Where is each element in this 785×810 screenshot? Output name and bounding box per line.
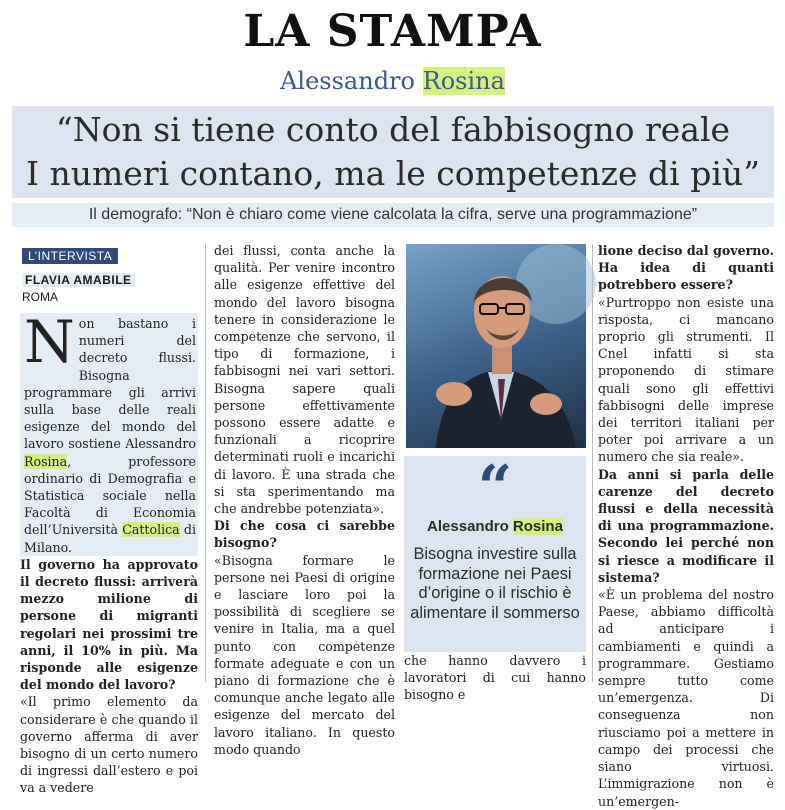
answer-2: «Bisogna formare le persone nei Paesi di origine e lasciare loro poi la possibilità di scegliere se venire in Italia, ma a quel punto con competenze formate adeguate e con un piano di formazione che è comunque anche legato alle esigenze del mercato del lavoro italiano. In questo modo quando <box>214 552 395 757</box>
intro-block <box>20 308 198 556</box>
intro-text-b: , professore ordinario di Demografia e Statistica sociale nella Facoltà di Economia dell’Università <box>24 453 196 538</box>
author-last-name: Rosina <box>422 67 505 95</box>
question-1: Il governo ha approvato il decreto flussi: arriverà mezzo milione di persone di migranti regolari nei prossimi tre anni, il 10% in più. Ma risponde alle esigenze del mondo del lavoro? <box>20 556 198 693</box>
article-column-4 <box>598 242 774 809</box>
drop-cap: N <box>24 308 75 376</box>
pull-quote-first-name: Alessandro <box>427 518 509 535</box>
intro-text-a: on bastano i numeri del decreto flussi. Bisogna programmare gli arrivi sulla base delle reali esigenze del mondo del lavoro sostiene Alessandro <box>24 316 196 452</box>
article-column-1 <box>20 308 198 796</box>
pull-quote-last-name: Rosina <box>512 518 563 535</box>
masthead-logo: LA STAMPA <box>243 6 542 57</box>
intro-highlight-cattolica: Cattolica <box>122 522 180 538</box>
column-divider <box>592 244 593 682</box>
pull-quote-text: Bisogna investire sulla formazione nei Paesi d’origine o il rischio è alimentare il sommerso <box>410 545 580 622</box>
byline-author: FLAVIA AMABILE <box>22 273 135 287</box>
section-tag: L’INTERVISTA <box>22 248 118 264</box>
answer-3: «Purtroppo non esiste una risposta, ci mancano proprio gli strumenti. Il Cnel infatti si sta proponendo di stimare quali sono gli effettivi fabbisogni delle imprese dei territori italiani per poter poi arrivare a un numero che sia reale». <box>598 294 774 465</box>
column-3-continuation: che hanno davvero i lavoratori di cui hanno bisogno e <box>404 653 586 703</box>
column-divider <box>205 244 206 682</box>
question-3-tail: lione deciso dal governo. Ha idea di quanti potrebbero essere? <box>598 243 774 293</box>
headline-line-2: I numeri contano, ma le competenze di più” <box>25 154 761 193</box>
author-first-name: Alessandro <box>280 67 415 95</box>
article-column-2 <box>214 242 395 757</box>
author-heading <box>0 66 785 96</box>
subheadline: Il demografo: “Non è chiaro come viene calcolata la cifra, serve una programmazione” <box>12 203 774 227</box>
headline-line-1: “Non si tiene conto del fabbisogno reale <box>55 110 731 149</box>
answer-1: «Il primo elemento da considerare è che quando il governo afferma di aver bisogno di un certo numero di ingressi dall’estero e poi va a vedere <box>20 694 198 796</box>
photo-illustration <box>406 244 586 448</box>
intro-text-c: di Milano. <box>24 522 197 555</box>
question-4: Da anni si parla delle carenze del decreto flussi e della necessità di una programmazione. Secondo lei perché non si riesce a modificare il sistema? <box>598 466 774 585</box>
col2-paragraph-1: dei flussi, conta anche la qualità. Per venire incontro alle esigenze effettive del mondo del lavoro bisogna tenere in considerazione le competenze che servono, il tipo di formazione, i fabbisogni nei vari settori. Bisogna sapere quali persone effettivamente possono essere adatte e funzionali a ricoprire determinati ruoli e incarichi di lavoro. È una strada che si sta sperimentando ma che andrebbe potenziata». <box>214 243 395 517</box>
answer-4: «È un problema del nostro Paese, abbiamo difficoltà ad anticipare i cambiamenti e quindi a programmare. Gestiamo sempre tutto come un’emergenza. Di conseguenza non riusciamo poi a mettere in campo dei processi che siano virtuosi. L’immigrazione non è un’emergen- <box>598 587 774 809</box>
intro-highlight-rosina: Rosina <box>24 453 68 469</box>
quote-mark-icon: “ <box>477 453 513 523</box>
pull-quote-attribution <box>404 518 586 535</box>
headline <box>12 108 774 196</box>
interviewee-photo <box>406 244 586 448</box>
question-2: Di che cosa ci sarebbe bisogno? <box>214 518 395 551</box>
byline-place: ROMA <box>22 290 58 304</box>
